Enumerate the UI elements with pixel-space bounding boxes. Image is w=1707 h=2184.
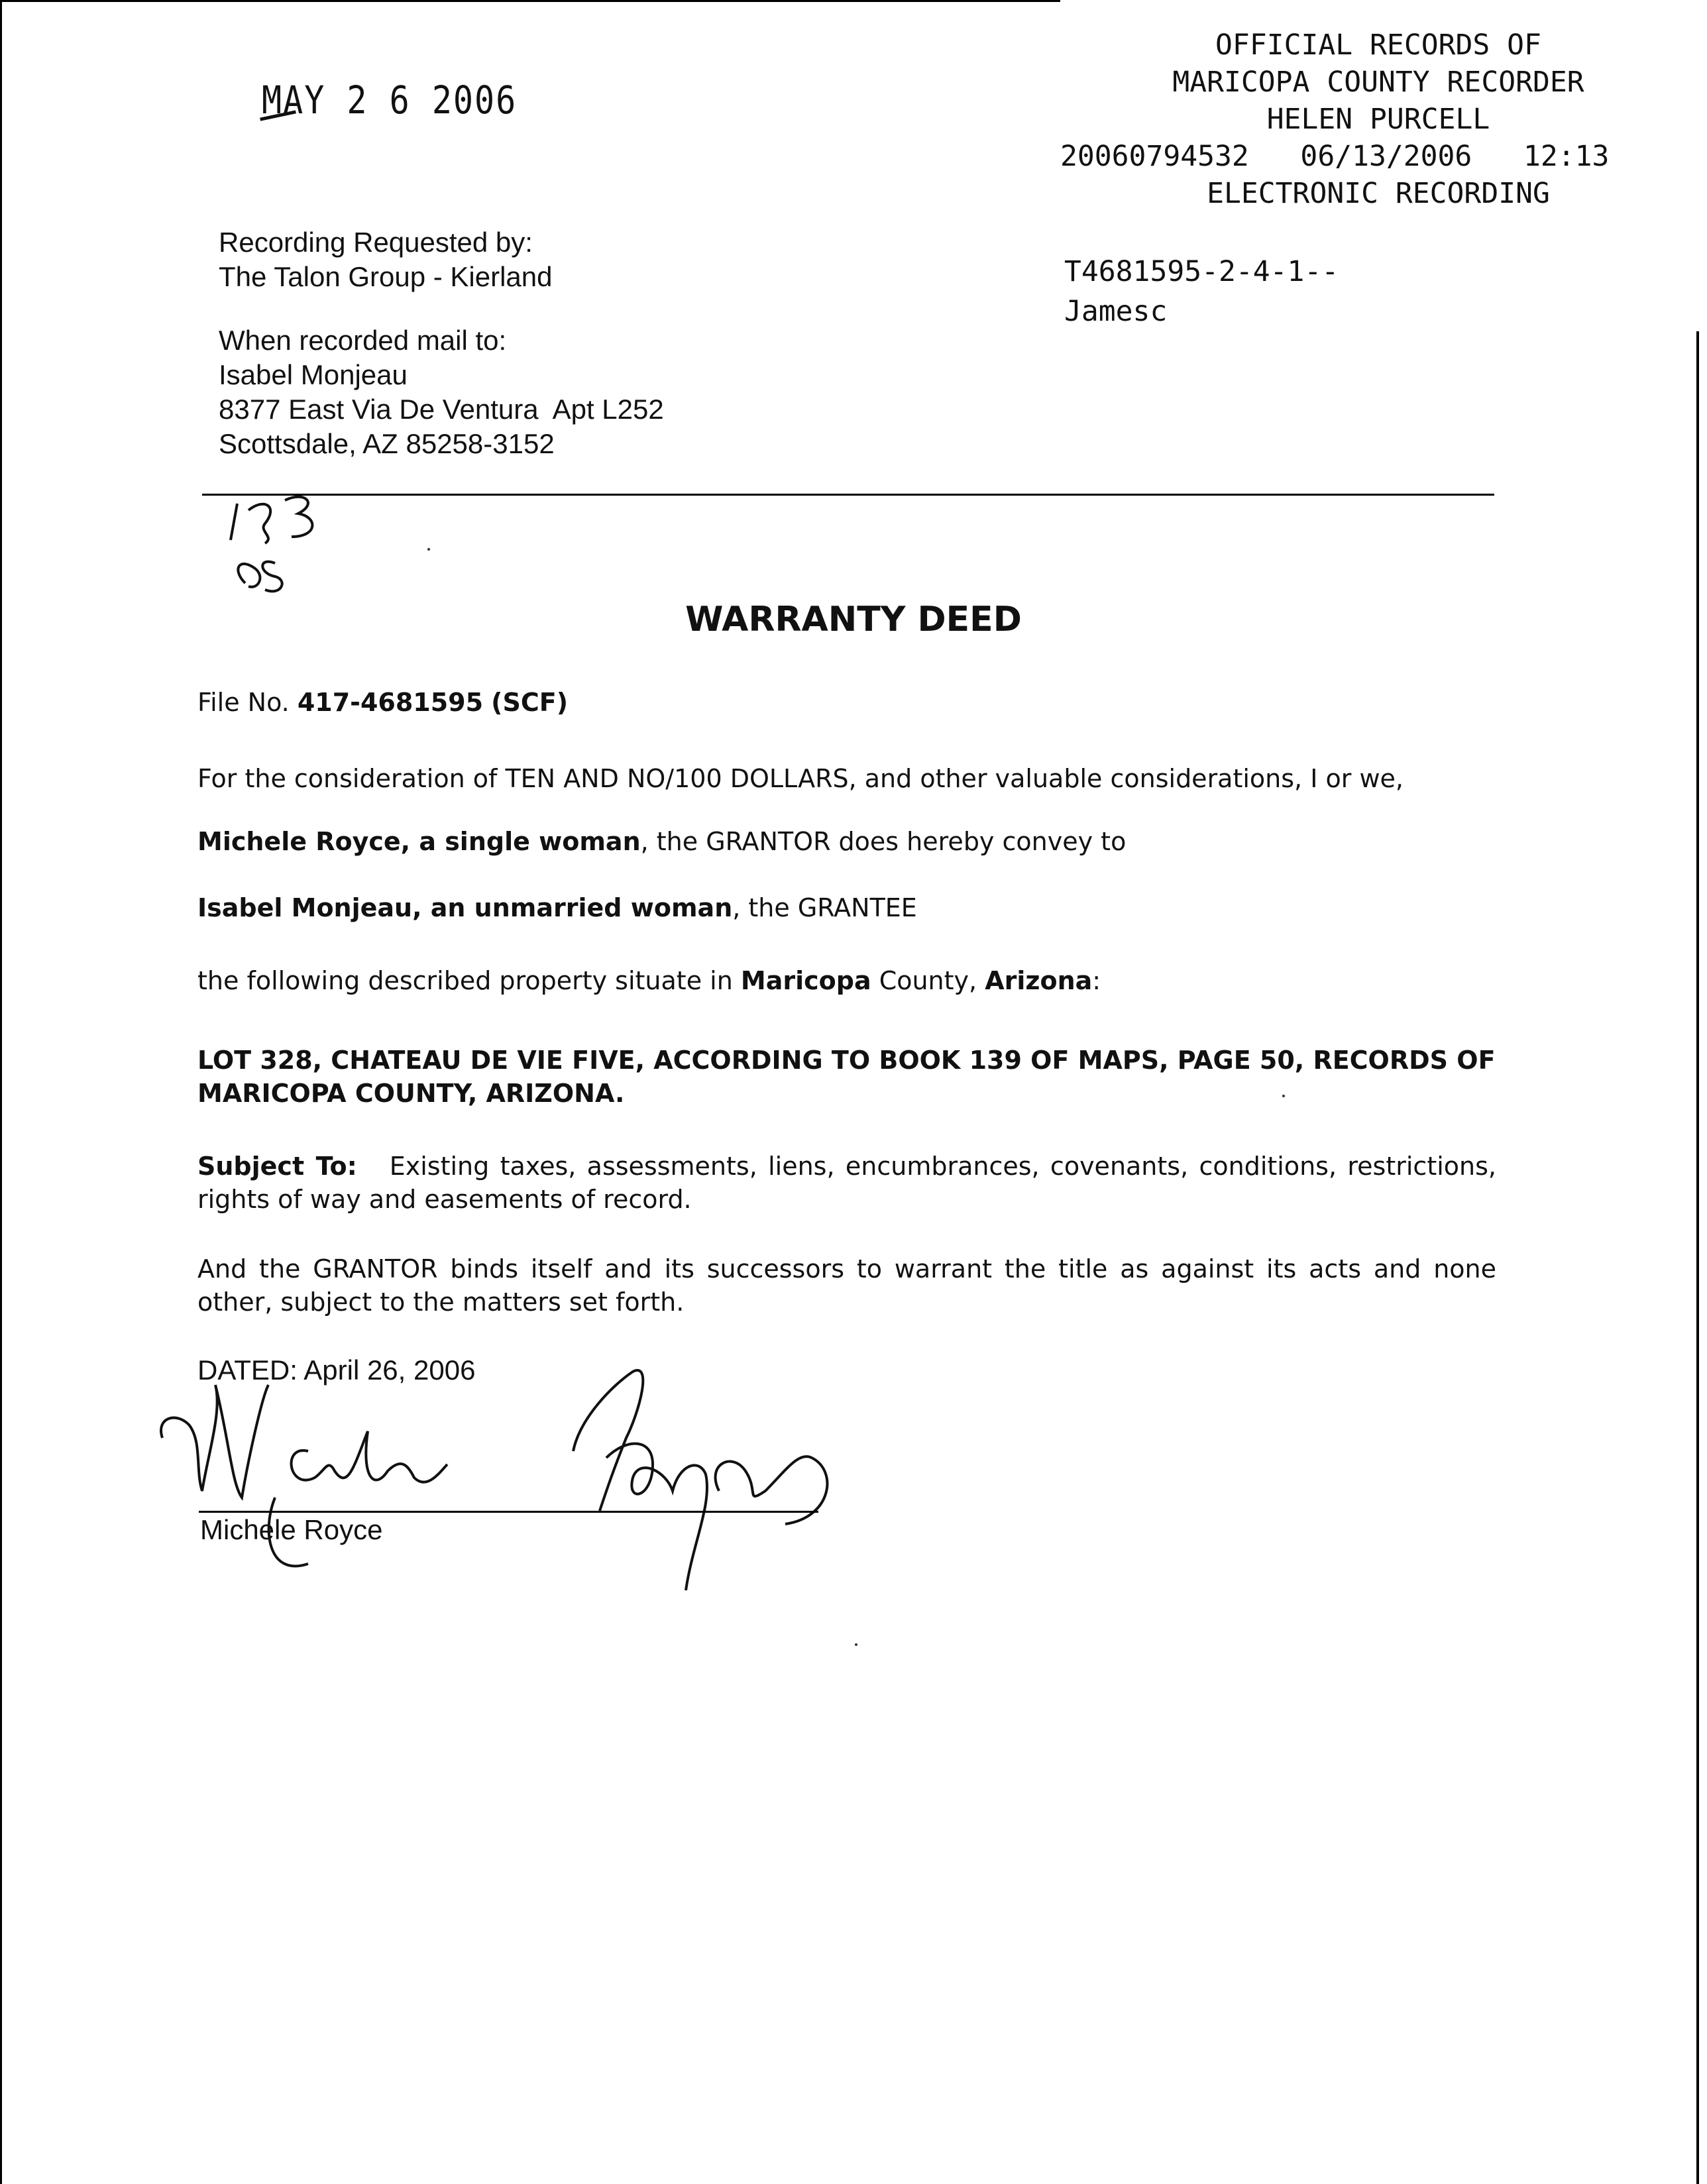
property-location-line: the following described property situate in Maricopa County, Arizona: xyxy=(197,966,1101,995)
legal-description: LOT 328, CHATEAU DE VIE FIVE, ACCORDING TO BOOK 139 OF MAPS, PAGE 50, RECORDS OF MARICOPA COUNTY, ARIZONA. xyxy=(197,1046,1496,1108)
state-name: Arizona xyxy=(985,966,1093,995)
recorder-ref-1: T4681595-2-4-1-- xyxy=(1064,255,1339,288)
grantor-text: , the GRANTOR does hereby convey to xyxy=(640,827,1127,856)
requested-label: Recording Requested by: xyxy=(219,227,533,258)
scan-edge-left xyxy=(0,0,2,2184)
subject-to-paragraph xyxy=(197,1150,1496,1216)
warranty-paragraph: And the GRANTOR binds itself and its successors to warrant the title as against its acts and none other, subject to the matters set forth. xyxy=(197,1254,1496,1317)
file-suffix: (SCF) xyxy=(491,688,569,717)
situate-prefix: the following described property situate in xyxy=(197,966,733,995)
recording-info xyxy=(219,225,664,461)
file-number-line xyxy=(197,686,1496,719)
grantee-name: Isabel Monjeau, an unmarried woman xyxy=(197,893,733,922)
requested-by: The Talon Group - Kierland xyxy=(219,261,553,292)
mail-city: Scottsdale, AZ 85258-3152 xyxy=(219,428,555,459)
recorder-line-3: HELEN PURCELL xyxy=(1266,103,1490,136)
subject-text: Existing taxes, assessments, liens, encumbrances, covenants, conditions, restrictions, rights of way and easements of record. xyxy=(197,1152,1496,1214)
received-date-stamp: MAY 2 6 2006 xyxy=(262,78,518,123)
recorder-header xyxy=(1060,27,1696,212)
consideration-paragraph: For the consideration of TEN AND NO/100 DOLLARS, and other valuable considerations, I or we, xyxy=(197,764,1404,793)
document-title: WARRANTY DEED xyxy=(685,600,1022,639)
file-number: 417-4681595 xyxy=(297,688,484,717)
recorder-line-2: MARICOPA COUNTY RECORDER xyxy=(1172,66,1584,99)
scan-speck xyxy=(427,548,430,551)
recording-number-line: 20060794532 06/13/2006 12:13 xyxy=(1060,140,1610,173)
mail-label: When recorded mail to: xyxy=(219,325,507,356)
mail-street: 8377 East Via De Ventura Apt L252 xyxy=(219,394,664,425)
recorder-reference xyxy=(1064,252,1339,331)
recorder-ref-2: Jamesc xyxy=(1064,295,1168,328)
recorder-line-1: OFFICIAL RECORDS OF xyxy=(1215,28,1541,62)
subject-label: Subject To: xyxy=(197,1152,357,1181)
scan-edge-top xyxy=(0,0,1060,2)
signature-line xyxy=(199,1511,818,1513)
signer-name: Michele Royce xyxy=(200,1514,383,1545)
scan-speck xyxy=(1282,1095,1285,1097)
dated-line: DATED: April 26, 2006 xyxy=(197,1354,476,1386)
scan-speck xyxy=(855,1643,857,1646)
grantee-line xyxy=(197,891,1496,924)
grantee-text: , the GRANTEE xyxy=(732,893,917,922)
handwritten-mark xyxy=(219,490,378,610)
header-divider xyxy=(202,494,1494,496)
grantor-line xyxy=(197,825,1496,858)
file-label: File No. xyxy=(197,688,290,717)
recorder-line-5: ELECTRONIC RECORDING xyxy=(1207,177,1550,210)
county-name: Maricopa xyxy=(740,966,871,995)
signature xyxy=(149,1358,852,1623)
mail-name: Isabel Monjeau xyxy=(219,359,408,390)
grantor-name: Michele Royce, a single woman xyxy=(197,827,641,856)
county-word: County, xyxy=(879,966,977,995)
